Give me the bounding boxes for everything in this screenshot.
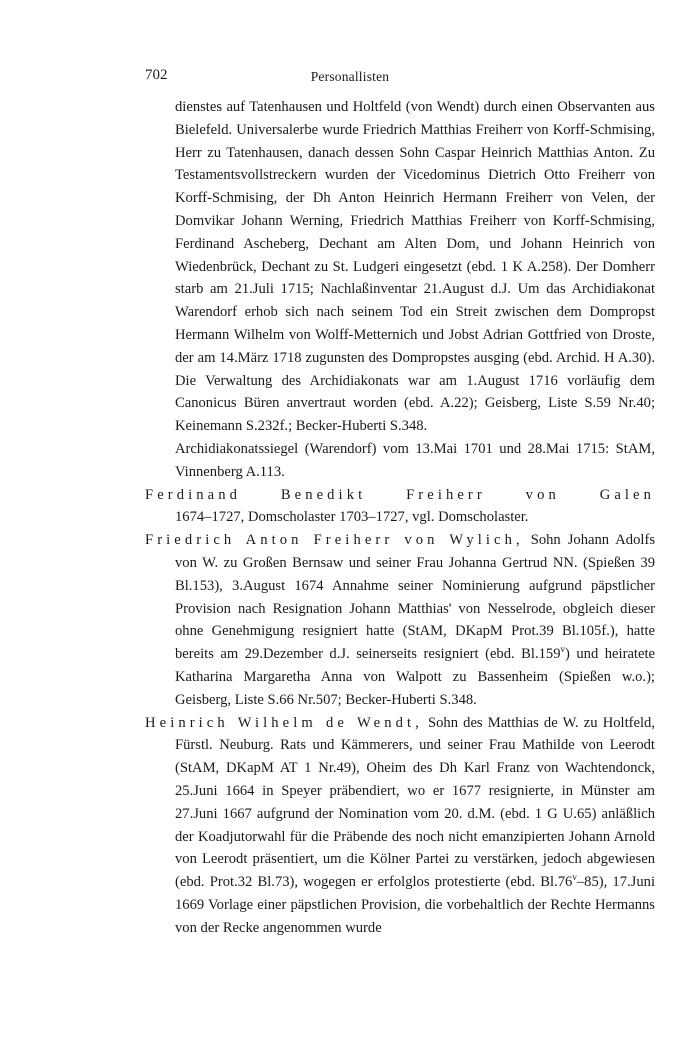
entry-text: –85), 17.Juni 1669 Vorlage einer päpstlichen Provision, die vorbehaltlich der Rechte Hermanns von der Recke angenommen wurde [175, 874, 655, 936]
entry-galen-name-line [145, 484, 655, 507]
seal-note: Archidiakonatssiegel (Warendorf) vom 13.Mai 1701 und 28.Mai 1715: StAM, Vinnenberg A.113. [175, 440, 655, 480]
entry-text: Sohn des Matthias de W. zu Holtfeld, Fürstl. Neuburg. Rats und Kämmerers, und seiner Frau Mathilde von Leerodt (StAM, DKapM AT 1 Nr.49), Oheim des Dh Karl Franz von Wachtendonck, 25.Juni 1664 in Speyer präbendiert, wo er 1677 resignierte, in Münster am 27.Juni 1667 aufgrund der Nomination vom 20. d.M. (ebd. 1 G U.65) anläßlich der Koadjutorwahl für die Präbende des noch nicht emanzipierten Johann Arnold von Leerodt präsentiert, um die Kölner Partei zu verstärken, jedoch abgewiesen (ebd. Prot.32 Bl.73), wogegen er erfolglos protestierte (ebd. Bl.76 [175, 714, 655, 891]
entry-wendt [145, 712, 655, 940]
entry-name: Ferdinand Benedikt Freiherr von Galen [145, 486, 655, 503]
entry-text: Sohn Johann Adolfs von W. zu Großen Bernsaw und seiner Frau Johanna Gertrud NN. (Spießen 39 Bl.153), 3.August 1674 Annahme seiner Nominierung aufgrund päpstlicher Provision nach Resignation Johann Matthias' von Nesselrode, obgleich dieser ohne Genehmigung resigniert hatte (StAM, DKapM Prot.39 Bl.105f.), hatte bereits am 29.Dezember d.J. seinerseits resigniert (ebd. Bl.159 [175, 532, 655, 663]
verso-mark: v [560, 644, 566, 655]
running-head: Personallisten [310, 69, 390, 84]
entry-wylich [145, 529, 655, 711]
verso-mark: v [572, 872, 577, 883]
entry-galen: 1674–1727, Domscholaster 1703–1727, vgl. Domscholaster. [175, 509, 529, 526]
entry-name: Heinrich Wilhelm de Wendt, [145, 714, 423, 731]
body-text [145, 96, 655, 939]
entry-text: ) und heiratete Katharina Margaretha Anna von Walpott zu Bassenheim (Spießen w.o.); Geisberg, Liste S.66 Nr.507; Becker-Huberti S.348. [175, 646, 655, 708]
page-number: 702 [145, 67, 168, 83]
entry-name: Friedrich Anton Freiherr von Wylich, [145, 532, 524, 549]
continuation-paragraph: dienstes auf Tatenhausen und Holtfeld (von Wendt) durch einen Observanten aus Bielefeld. Universalerbe wurde Friedrich Matthias Freiherr von Korff-Schmising, Herr zu Tatenhausen, danach dessen Sohn Caspar Heinrich Matthias Anton. Zu Testamentsvollstreckern wurden der Vicedominus Dietrich Otto Freiherr von Korff-Schmising, der Dh Anton Heinrich Hermann Freiherr von Velen, der Domvikar Johann Werning, Friedrich Matthias Freiherr von Korff-Schmising, Ferdinand Ascheberg, Dechant am Alten Dom, und Johann Heinrich von Wiedenbrück, Dechant zu St. Ludgeri eingesetzt (ebd. 1 K A.258). Der Domherr starb am 21.Juli 1715; Nachlaßinventar 21.August d.J. Um das Archidiakonat Warendorf erhob sich nach seinem Tod ein Streit zwischen dem Dompropst Hermann Wilhelm von Wolff-Metternich und Jobst Adrian Gottfried von Droste, der am 14.März 1718 zugunsten des Dompropstes ausging (ebd. Archid. H A.30). Die Verwaltung des Archidiakonats war am 1.August 1716 vorläufig dem Canonicus Büren anvertraut worden (ebd. A.22); Geisberg, Liste S.59 Nr.40; Keinemann S.232f.; Becker-Huberti S.348. [175, 99, 655, 435]
